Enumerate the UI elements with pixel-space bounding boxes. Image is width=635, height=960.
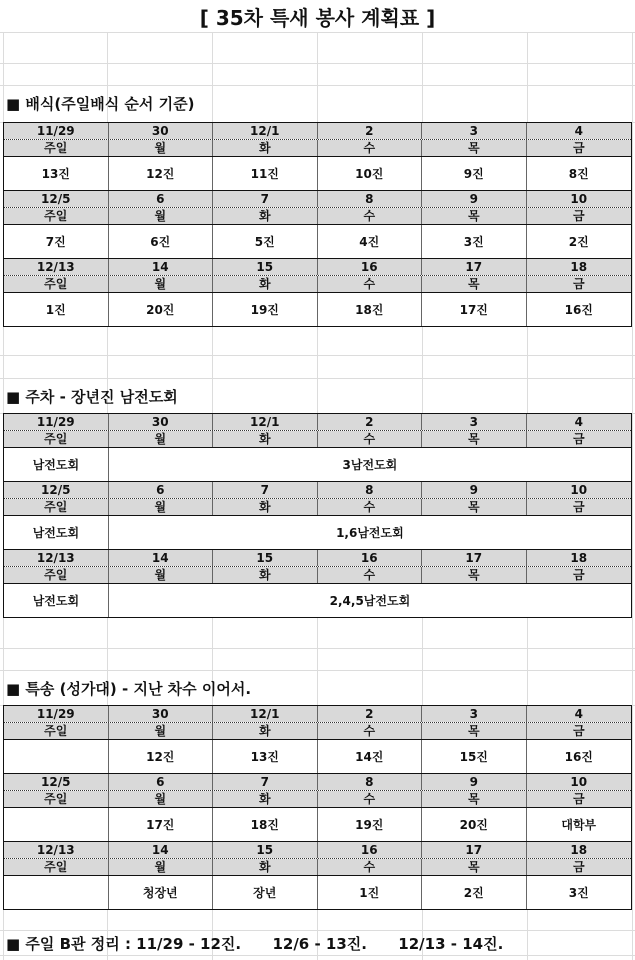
assignment-row-cell: 10진: [318, 157, 423, 190]
weekday-row-cell: 주일: [4, 723, 109, 739]
assignment-row-cell: 16진: [564, 303, 593, 317]
date-row-cell: 7: [213, 774, 318, 790]
date-row-cell: 8: [318, 774, 423, 790]
date-row: [4, 842, 631, 859]
week-block: [4, 123, 631, 191]
weekday-row-cell: 수: [318, 791, 423, 807]
assignment-row-cell: 15진: [422, 740, 527, 773]
date-row-cell: 9: [422, 191, 527, 207]
assignment-row-cell: 14진: [318, 740, 423, 773]
grid-hline: [0, 955, 635, 956]
assignment-row-cell: 16진: [564, 750, 593, 764]
date-row-cell: 12/13: [4, 259, 109, 275]
weekday-row-cell: 금: [527, 431, 632, 447]
date-row: [4, 706, 631, 723]
date-row-cell: 15: [213, 550, 318, 566]
week-block: [4, 482, 631, 550]
assignment-row-cell: 대학부: [561, 818, 597, 832]
schedule-table: [3, 413, 632, 618]
week-block: [4, 774, 631, 842]
assignment-row-cell: 9진: [422, 157, 527, 190]
date-row-cell: 16: [318, 550, 423, 566]
weekday-row-cell: 월: [109, 431, 214, 447]
assignment-row-cell: [4, 740, 109, 773]
assignment-row-cell: 19진: [213, 293, 318, 326]
weekday-row: [4, 499, 631, 515]
assignment-row-cell: 2진: [422, 876, 527, 909]
assignment-row: [4, 515, 631, 549]
assignment-row-cell: 20진: [422, 808, 527, 841]
assignment-row: [4, 156, 631, 190]
date-row-cell: 8: [318, 191, 423, 207]
assignment-row: [4, 292, 631, 326]
weekday-row: [4, 276, 631, 292]
weekday-row: [4, 567, 631, 583]
date-row: [4, 482, 631, 499]
weekday-row: [4, 431, 631, 447]
week-block: [4, 706, 631, 774]
assignment-row-cell: 12진: [109, 740, 214, 773]
weekday-row: [4, 791, 631, 807]
assignment-row-cell: 3진: [422, 225, 527, 258]
assignment-row-cell: 19진: [318, 808, 423, 841]
weekday-row-cell: 월: [109, 723, 214, 739]
assignment-row-cell: 1,6남전도회: [336, 526, 404, 540]
grid-hline: [0, 648, 635, 649]
weekday-row-cell: 화: [213, 859, 318, 875]
weekday-row-cell: 화: [213, 499, 318, 515]
assignment-row-cell: 11진: [213, 157, 318, 190]
date-row-cell: 6: [109, 774, 214, 790]
week-block: [4, 550, 631, 617]
date-row-cell: 18: [527, 842, 632, 858]
weekday-row-cell: 목: [422, 859, 527, 875]
date-row-cell: 14: [109, 842, 214, 858]
date-row-cell: 17: [422, 259, 527, 275]
weekday-row-cell: 화: [213, 140, 318, 156]
date-row-cell: 4: [527, 706, 632, 722]
grid-hline: [0, 85, 635, 86]
date-row-cell: 10: [527, 191, 632, 207]
assignment-row-cell: 3진: [568, 886, 589, 900]
grid-hline: [0, 670, 635, 671]
week-block: [4, 259, 631, 326]
weekday-row-cell: 화: [213, 723, 318, 739]
section-heading: ■ 특송 (성가대) - 지난 차수 이어서.: [6, 680, 252, 698]
date-row: [4, 774, 631, 791]
date-row-cell: 3: [422, 123, 527, 139]
assignment-row-cell: 2,4,5남전도회: [329, 594, 411, 608]
assignment-row-cell: 6진: [109, 225, 214, 258]
section-heading: ■ 주차 - 장년진 남전도회: [6, 388, 178, 406]
assignment-row: [4, 875, 631, 909]
date-row-cell: 11/29: [4, 706, 109, 722]
weekday-row-cell: 목: [422, 567, 527, 583]
weekday-row-cell: 목: [422, 499, 527, 515]
assignment-row-cell: 7진: [4, 225, 109, 258]
date-row-cell: 12/5: [4, 191, 109, 207]
assignment-row-cell: 13진: [4, 157, 109, 190]
date-row-cell: 14: [109, 259, 214, 275]
date-row-cell: 30: [109, 706, 214, 722]
weekday-row-cell: 수: [318, 567, 423, 583]
weekday-row-cell: 주일: [4, 276, 109, 292]
weekday-row-cell: 금: [527, 567, 632, 583]
assignment-row-cell: 남전도회: [4, 584, 109, 617]
weekday-row-cell: 금: [527, 499, 632, 515]
date-row-cell: 17: [422, 550, 527, 566]
assignment-row-cell: 1진: [4, 293, 109, 326]
date-row-cell: 4: [527, 414, 632, 430]
weekday-row: [4, 723, 631, 739]
weekday-row-cell: 수: [318, 208, 423, 224]
date-row-cell: 12/13: [4, 842, 109, 858]
weekday-row-cell: 금: [527, 140, 632, 156]
week-block: [4, 414, 631, 482]
weekday-row-cell: 수: [318, 431, 423, 447]
weekday-row-cell: 금: [527, 859, 632, 875]
weekday-row-cell: 주일: [4, 859, 109, 875]
date-row-cell: 18: [527, 550, 632, 566]
assignment-row-cell: 2진: [568, 235, 589, 249]
assignment-row: [4, 739, 631, 773]
week-block: [4, 842, 631, 909]
week-block: [4, 191, 631, 259]
assignment-row-cell: 8진: [568, 167, 589, 181]
weekday-row-cell: 주일: [4, 431, 109, 447]
weekday-row: [4, 140, 631, 156]
assignment-row-cell: [4, 876, 109, 909]
date-row-cell: 4: [527, 123, 632, 139]
assignment-row-cell: 12진: [109, 157, 214, 190]
schedule-table: [3, 122, 632, 327]
assignment-row-cell: 장년: [213, 876, 318, 909]
footer-note: ■ 주일 B관 정리 : 11/29 - 12진. 12/6 - 13진. 12/13 - 14진.: [6, 935, 504, 953]
assignment-row-cell: 17진: [109, 808, 214, 841]
weekday-row-cell: 목: [422, 208, 527, 224]
date-row-cell: 10: [527, 482, 632, 498]
weekday-row-cell: 목: [422, 140, 527, 156]
date-row-cell: 12/1: [213, 414, 318, 430]
date-row-cell: 2: [318, 414, 423, 430]
date-row-cell: 7: [213, 482, 318, 498]
date-row: [4, 259, 631, 276]
assignment-row-cell: 18진: [213, 808, 318, 841]
grid-vline: [632, 33, 633, 960]
date-row-cell: 6: [109, 191, 214, 207]
assignment-row-cell: 청장년: [109, 876, 214, 909]
date-row-cell: 3: [422, 706, 527, 722]
weekday-row-cell: 목: [422, 276, 527, 292]
weekday-row-cell: 주일: [4, 791, 109, 807]
date-row-cell: 9: [422, 482, 527, 498]
date-row-cell: 12/5: [4, 482, 109, 498]
assignment-row-cell: 3남전도회: [342, 458, 398, 472]
date-row-cell: 16: [318, 259, 423, 275]
date-row-cell: 3: [422, 414, 527, 430]
assignment-row-cell: 4진: [318, 225, 423, 258]
weekday-row-cell: 목: [422, 431, 527, 447]
date-row-cell: 2: [318, 706, 423, 722]
assignment-row-cell: 20진: [109, 293, 214, 326]
weekday-row: [4, 208, 631, 224]
weekday-row-cell: 월: [109, 567, 214, 583]
date-row-cell: 10: [527, 774, 632, 790]
weekday-row-cell: 목: [422, 723, 527, 739]
section-heading: ■ 배식(주일배식 순서 기준): [6, 95, 195, 113]
assignment-row-cell: 1진: [318, 876, 423, 909]
date-row-cell: 14: [109, 550, 214, 566]
date-row: [4, 550, 631, 567]
assignment-row-cell: 18진: [318, 293, 423, 326]
weekday-row-cell: 금: [527, 276, 632, 292]
date-row: [4, 123, 631, 140]
date-row: [4, 414, 631, 431]
grid-hline: [0, 378, 635, 379]
date-row-cell: 12/1: [213, 123, 318, 139]
date-row-cell: 8: [318, 482, 423, 498]
date-row-cell: 7: [213, 191, 318, 207]
date-row-cell: 15: [213, 842, 318, 858]
date-row-cell: 12/13: [4, 550, 109, 566]
weekday-row-cell: 월: [109, 791, 214, 807]
weekday-row-cell: 목: [422, 791, 527, 807]
date-row-cell: 12/1: [213, 706, 318, 722]
assignment-row-cell: 13진: [213, 740, 318, 773]
grid-hline: [0, 355, 635, 356]
weekday-row-cell: 금: [527, 208, 632, 224]
weekday-row-cell: 월: [109, 499, 214, 515]
weekday-row-cell: 화: [213, 791, 318, 807]
weekday-row-cell: 화: [213, 276, 318, 292]
date-row-cell: 12/5: [4, 774, 109, 790]
date-row-cell: 11/29: [4, 414, 109, 430]
weekday-row-cell: 금: [527, 791, 632, 807]
weekday-row-cell: 주일: [4, 208, 109, 224]
date-row-cell: 9: [422, 774, 527, 790]
weekday-row-cell: 주일: [4, 567, 109, 583]
weekday-row-cell: 월: [109, 859, 214, 875]
weekday-row-cell: 금: [527, 723, 632, 739]
date-row-cell: 30: [109, 123, 214, 139]
assignment-row-cell: 남전도회: [4, 516, 109, 549]
weekday-row-cell: 주일: [4, 499, 109, 515]
weekday-row-cell: 수: [318, 723, 423, 739]
schedule-table: [3, 705, 632, 910]
weekday-row-cell: 월: [109, 208, 214, 224]
date-row-cell: 15: [213, 259, 318, 275]
weekday-row-cell: 화: [213, 567, 318, 583]
date-row-cell: 17: [422, 842, 527, 858]
date-row-cell: 2: [318, 123, 423, 139]
weekday-row-cell: 화: [213, 431, 318, 447]
grid-hline: [0, 930, 635, 931]
weekday-row-cell: 수: [318, 859, 423, 875]
assignment-row-cell: 17진: [422, 293, 527, 326]
assignment-row: [4, 807, 631, 841]
assignment-row: [4, 224, 631, 258]
grid-hline: [0, 63, 635, 64]
weekday-row: [4, 859, 631, 875]
weekday-row-cell: 화: [213, 208, 318, 224]
assignment-row: [4, 583, 631, 617]
date-row-cell: 16: [318, 842, 423, 858]
assignment-row-cell: 5진: [213, 225, 318, 258]
weekday-row-cell: 수: [318, 499, 423, 515]
assignment-row: [4, 447, 631, 481]
weekday-row-cell: 주일: [4, 140, 109, 156]
weekday-row-cell: 월: [109, 276, 214, 292]
date-row-cell: 11/29: [4, 123, 109, 139]
weekday-row-cell: 수: [318, 140, 423, 156]
date-row-cell: 18: [527, 259, 632, 275]
date-row-cell: 30: [109, 414, 214, 430]
date-row-cell: 6: [109, 482, 214, 498]
assignment-row-cell: 남전도회: [4, 448, 109, 481]
page-title: [ 35차 특새 봉사 계획표 ]: [0, 0, 635, 33]
assignment-row-cell: [4, 808, 109, 841]
date-row: [4, 191, 631, 208]
weekday-row-cell: 수: [318, 276, 423, 292]
weekday-row-cell: 월: [109, 140, 214, 156]
